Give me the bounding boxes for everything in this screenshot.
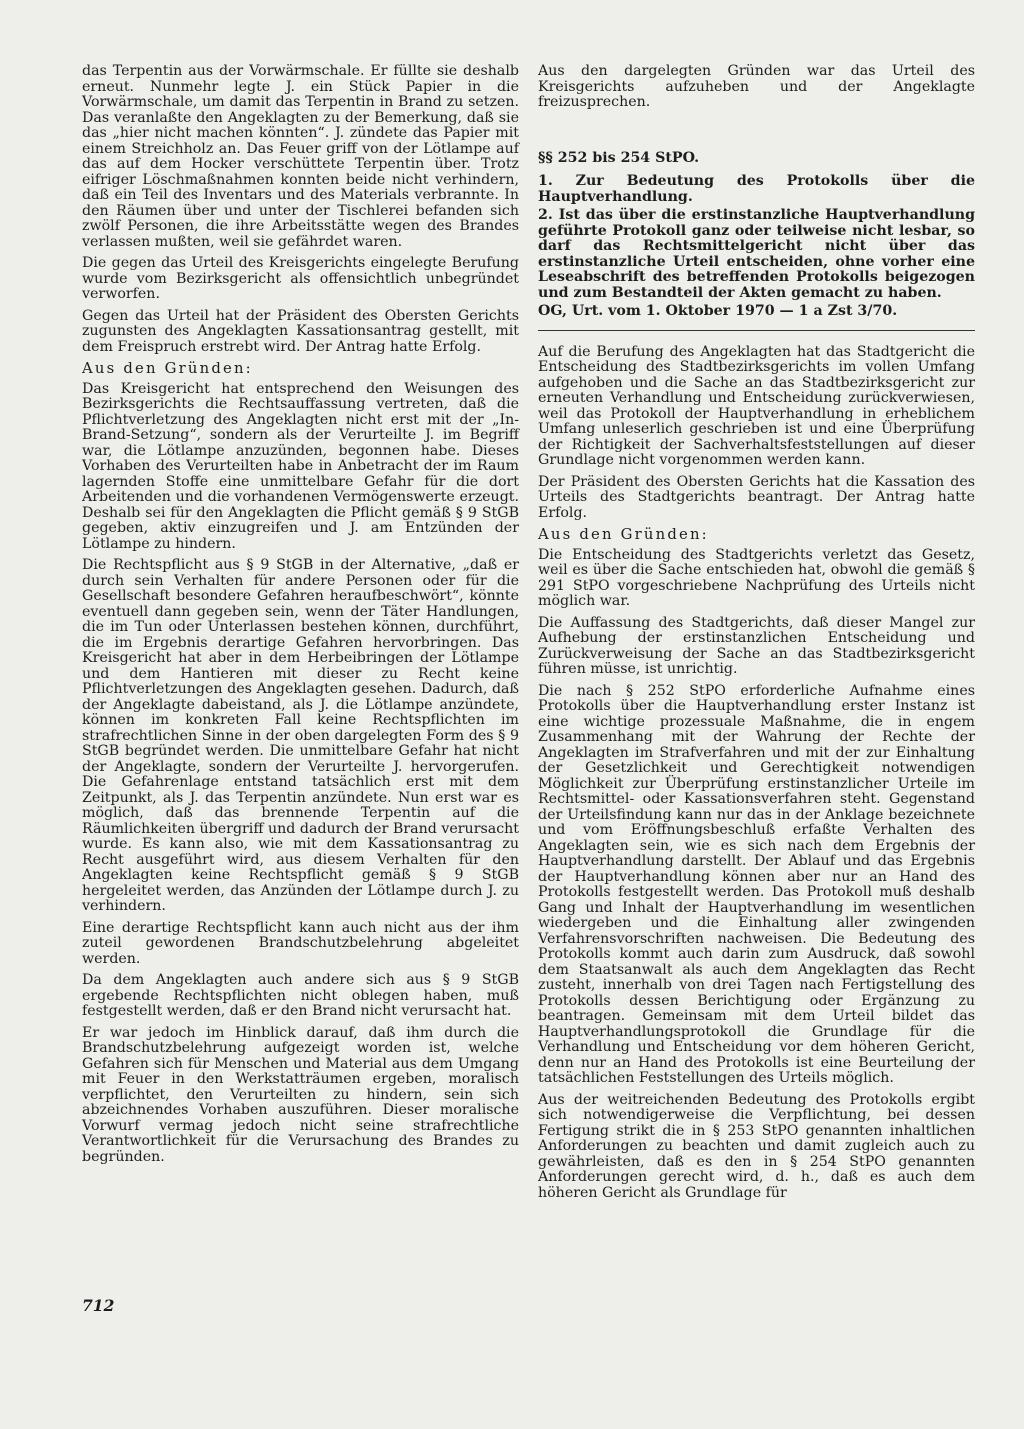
paragraph: Gegen das Urteil hat der Präsident des Obersten Gerichts zugunsten des Angeklagten Kassationsantrag gestellt, mit dem Freispruch erstrebt wird. Der Antrag hatte Erfolg. [82, 307, 519, 355]
paragraph: Der Präsident des Obersten Gerichts hat die Kassation des Urteils des Stadtgerichts beantragt. Der Antrag hatte Erfolg. [538, 473, 975, 521]
citation: OG, Urt. vom 1. Oktober 1970 — 1 a Zst 3/70. [538, 304, 975, 331]
section-title: §§ 252 bis 254 StPO. [538, 149, 700, 166]
paragraph: Die gegen das Urteil des Kreisgerichts eingelegte Berufung wurde vom Bezirksgericht als offensichtlich unbegründet verworfen. [82, 255, 519, 302]
paragraph: Die nach § 252 StPO erforderliche Aufnahme eines Protokolls über die Hauptverhandlung erster Instanz ist eine wichtige prozessuale Maßnahme, die in engem Zusammenhang mit der Wahrung der Rechte der Angeklagten im Strafverfahren und mit der zur Einhaltung der Gesetzlichkeit und Gerechtigkeit notwendigen Möglichkeit zur Überprüfung erstinstanzlicher Urteile im Rechtsmittel- oder Kassationsverfahren steht. Gegenstand der Urteilsfindung kann nur das in der Anklage bezeichnete und vom Eröffnungsbeschluß erfaßte Verhalten des Angeklagten sein, wie es sich nach dem Ergebnis der Hauptverhandlung darstellt. Der Ablauf und das Ergebnis der Hauptverhandlung können aber nur an Hand des Protokolls festgestellt werden. Das Protokoll muß deshalb Gang und Inhalt der Hauptverhandlung im wesentlichen wiedergeben und die Einhaltung aller zwingenden Verfahrensvorschriften nachweisen. Die Bedeutung des Protokolls kommt auch darin zum Ausdruck, daß sowohl dem Staatsanwalt als auch dem Angeklagten das Recht zusteht, innerhalb von drei Tagen nach Fertigstellung des Protokolls dessen Berichtigung oder Ergänzung zu beantragen. Gemeinsam mit dem Urteil bildet das Hauptverhandlungsprotokoll die Grundlage für die Verhandlung und Entscheidung vor dem höheren Gericht, denn nur an Hand des Protokolls ist eine Beurteilung der tatsächlichen Feststellungen des Urteils möglich. [538, 682, 975, 1086]
reasons-heading: Aus den Gründen: [538, 526, 709, 543]
paragraph: Die Rechtspflicht aus § 9 StGB in der Alternative, „daß er durch sein Verhalten für andere Personen oder für die Gesellschaft besondere Gefahren heraufbeschwört“, könnte eventuell dann gegeben sein, wenn der Täter Handlungen, die im Tun oder Unterlassen bestehen können, durchführt, die im Ergebnis derartige Gefahren hervorbringen. Das Kreisgericht hat aber in dem Herbeibringen der Lötlampe und dem Hantieren mit dieser zu Recht keine Pflichtverletzungen des Angeklagten gesehen. Dadurch, daß der Angeklagte dabeistand, als J. die Lötlampe anzündete, können im konkreten Fall keine Rechtspflichten im strafrechtlichen Sinne in der oben dargelegten Form des § 9 StGB begründet werden. Die unmittelbare Gefahr hat nicht der Angeklagte, sondern der Verurteilte J. hervorgerufen. Die Gefahrenlage entstand tatsächlich erst mit dem Zeitpunkt, als J. das Terpentin anzündete. Nun erst war es möglich, daß das brennende Terpentin auf die Räumlichkeiten übergriff und dadurch der Brand verursacht wurde. Es kann also, wie mit dem Kassationsantrag zu Recht ausgeführt wird, aus diesem Verhalten für den Angeklagten keine Rechtspflicht gemäß § 9 StGB hergeleitet werden, das Anzünden der Lötlampe durch J. zu verhindern. [82, 557, 519, 914]
paragraph: Die Auffassung des Stadtgerichts, daß dieser Mangel zur Aufhebung der erstinstanzlichen Entscheidung und Zurückverweisung der Sache an das Stadtbezirksgericht führen müsse, ist unrichtig. [538, 614, 975, 677]
paragraph: Aus der weitreichenden Bedeutung des Protokolls ergibt sich notwendigerweise die Verpflichtung, bei dessen Fertigung strikt die in § 253 StPO genannten inhaltlichen Anforderungen zu beachten und damit zugleich auch zu gewährleisten, daß es den in § 254 StPO genannten Anforderungen gerecht wird, d. h., daß es auch dem höheren Gericht als Grundlage für [538, 1091, 975, 1201]
left-column [82, 64, 519, 1171]
headnote-2: 2. Ist das über die erstinstanzliche Hauptverhandlung geführte Protokoll ganz oder teilweise nicht lesbar, so darf das Rechtsmittelgericht nicht über das erstinstanzliche Urteil entscheiden, ohne vorher eine Leseabschrift des betreffenden Protokolls beigezogen und zum Bestandteil der Akten gemacht zu haben. [538, 207, 975, 301]
right-column [538, 64, 975, 1207]
headnote-1: 1. Zur Bedeutung des Protokolls über die Hauptverhandlung. [538, 173, 975, 205]
paragraph: Da dem Angeklagten auch andere sich aus § 9 StGB ergebende Rechtspflichten nicht oblegen haben, muß festgestellt werden, daß er den Brand nicht verursacht hat. [82, 972, 519, 1019]
reasons-heading: Aus den Gründen: [82, 360, 253, 377]
paragraph: Eine derartige Rechtspflicht kann auch nicht aus der ihm zuteil gewordenen Brandschutzbelehrung abgeleitet werden. [82, 919, 519, 967]
page-number: 712 [82, 1296, 115, 1315]
paragraph: das Terpentin aus der Vorwärmschale. Er füllte sie deshalb erneut. Nunmehr legte J. ein Stück Papier in die Vorwärmschale, um damit das Terpentin in Brand zu setzen. Das veranlaßte den Angeklagten zu der Bemerkung, daß sie das „hier nicht machen könnten“. J. zündete das Papier mit einem Streichholz an. Das Feuer griff von der Lötlampe auf das auf dem Hocker verschüttete Terpentin über. Trotz eifriger Löschmaßnahmen konnten beide nicht verhindern, daß ein Teil des Inventars und des Materials verbrannte. In den Räumen über und unter der Tischlerei befanden sich zwölf Personen, die ihre Arbeitsstätte wegen des Brandes verlassen mußten, weil sie gefährdet waren. [82, 63, 519, 250]
paragraph: Die Entscheidung des Stadtgerichts verletzt das Gesetz, weil es über die Sache entschieden hat, obwohl die gemäß § 291 StPO vorgeschriebene Nachprüfung des Urteils nicht möglich war. [538, 546, 975, 609]
paragraph: Das Kreisgericht hat entsprechend den Weisungen des Bezirksgerichts die Rechtsauffassung vertreten, daß die Pflichtverletzung des Angeklagten nicht erst mit der „In-Brand-Setzung“, sondern als der Verurteilte J. im Begriff war, die Lötlampe anzuzünden, begonnen habe. Dieses Vorhaben des Verurteilten habe in Anbetracht der im Raum lagernden Stoffe eine unmittelbare Gefahr für die dort Arbeitenden und die vorhandenen Vermögenswerte erzeugt. Deshalb sei für den Angeklagten die Pflicht gemäß § 9 StGB gegeben, aktiv einzugreifen und J. am Entzünden der Lötlampe zu hindern. [82, 380, 519, 552]
paragraph: Auf die Berufung des Angeklagten hat das Stadtgericht die Entscheidung des Stadtbezirksgerichts im vollen Umfang aufgehoben und die Sache an das Stadtbezirksgericht zur erneuten Verhandlung und Entscheidung zurückverwiesen, weil das Protokoll der Hauptverhandlung in erheblichem Umfang unleserlich geschrieben ist und eine Überprüfung der Richtigkeit der Sachverhaltsfeststellungen auf dieser Grundlage nicht vorgenommen werden kann. [538, 343, 975, 468]
intro-paragraph: Aus den dargelegten Gründen war das Urteil des Kreisgerichts aufzuheben und der Angeklagte freizusprechen. [538, 63, 975, 110]
paragraph: Er war jedoch im Hinblick darauf, daß ihm durch die Brandschutzbelehrung aufgezeigt worden ist, welche Gefahren sich für Menschen und Material aus dem Umgang mit Feuer in den Werkstatträumen ergeben, moralisch verpflichtet, den Verurteilten zu hindern, sein sich abzeichnendes Vorhaben auszuführen. Dieser moralische Vorwurf vermag jedoch nicht seine strafrechtliche Verantwortlichkeit für die Verursachung des Brandes zu begründen. [82, 1024, 519, 1165]
